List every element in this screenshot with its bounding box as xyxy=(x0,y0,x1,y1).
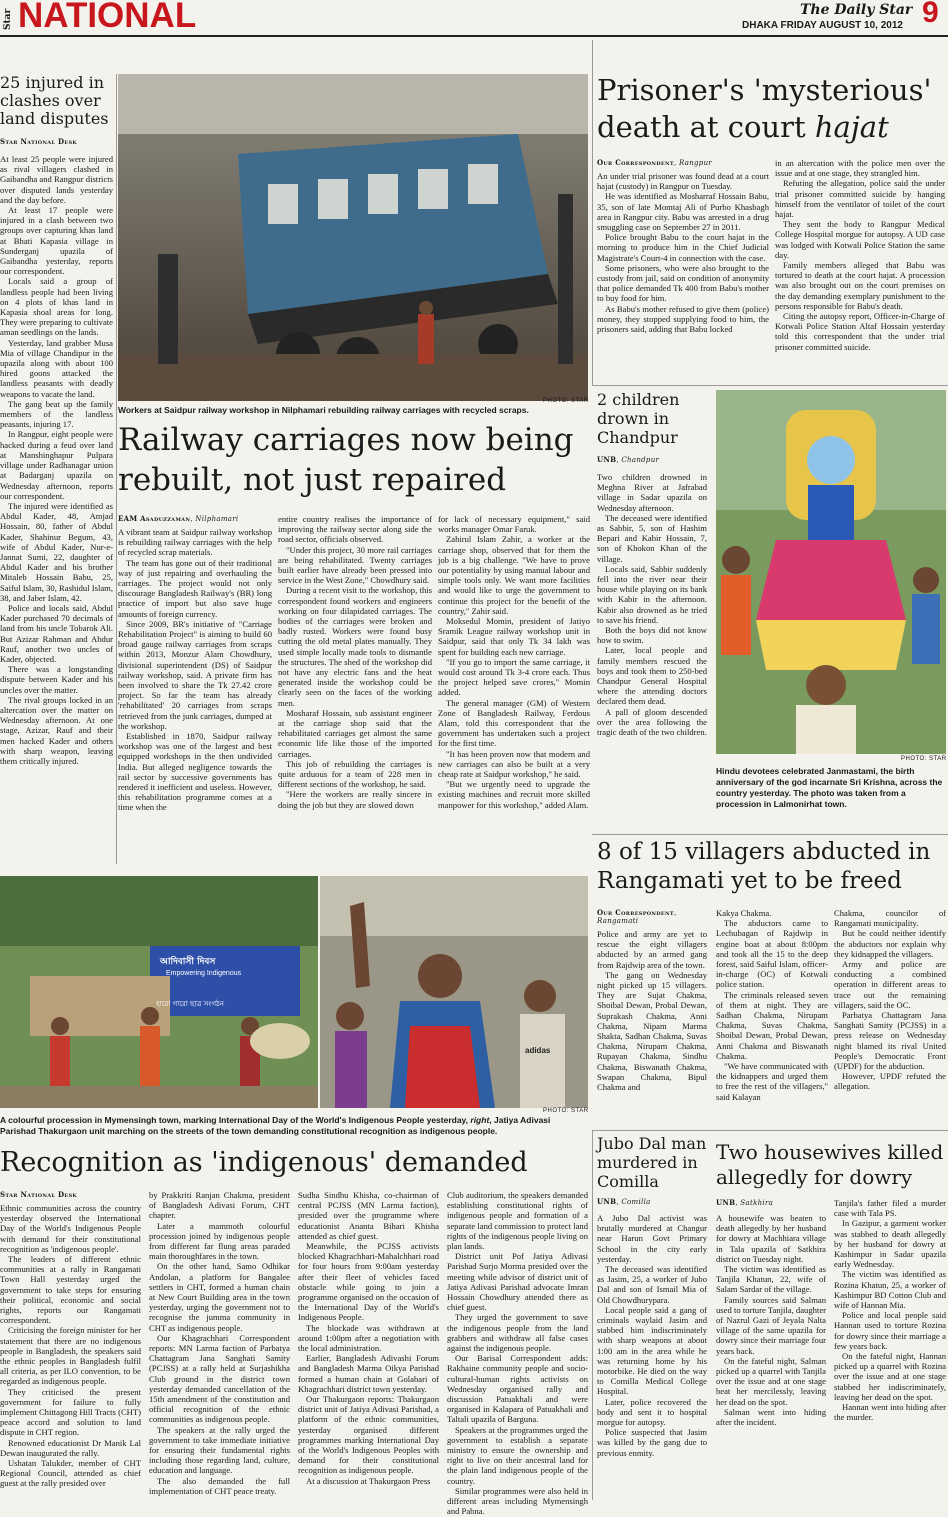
paragraph: Later, local people and family members rescued the boys and took them to 250-bed Chandpur General Hospital where the attending doctors declared them dead. xyxy=(597,645,707,707)
railway-byline: EAM Asaduzzaman, Nilphamari xyxy=(118,514,239,523)
paragraph: The general manager (GM) of Western Zone of Bangladesh Railway, Ferdous Alam, told this correspondent that the government has undertaken such a project for the first time. xyxy=(438,697,590,749)
clashes-headline: 25 injured in clashes over land disputes xyxy=(0,73,109,128)
jubodal-headline: Jubo Dal man murdered in Comilla xyxy=(597,1134,707,1191)
railway-body-col3 xyxy=(438,514,590,865)
janmastami-photo-caption: Hindu devotees celebrated Janmastami, the birth anniversary of the god incarnate Sri Krishna, across the country yesterday. The photo was taken from a procession in Lalmonirhat town. xyxy=(716,766,943,809)
paragraph: Police and local people said Hannan used to torture Rozina for dowry since their marriage a few years back. xyxy=(834,1310,946,1351)
paragraph: "Under this project, 30 more rail carriages are being rehabilitated. Twenty carriages built earlier have already been pressed into service in the West Zone," Chowdhury said. xyxy=(278,544,432,586)
paragraph: In Gazipur, a garment worker was stabbed to death allegedly by her husband for dowry at Kashimpur in Sadar upazila early Wednesday. xyxy=(834,1218,946,1270)
paragraph: Refuting the allegation, police said the under trial prisoner committed suicide by hanging himself from the ventilator of toilet of the court hajat. xyxy=(775,178,945,220)
prisoner-body-col1 xyxy=(597,171,769,381)
dowry-body-col2 xyxy=(834,1198,946,1500)
paragraph: Meanwhile, the PCJSS activists blocked Khagrachhari-Mahalchhari road for four hours from 9:00am yesterday after their fleet of vehicles faced obstacle while going to join a programme organised on the occasion of the International Day of the World's Indigenous People. xyxy=(298,1241,439,1323)
paragraph: Parbatya Chattagram Jana Sanghati Samity (PCJSS) in a press release on Wednesday night blamed its rival United People's Democratic Front (UPDF) for the abduction. xyxy=(834,1010,946,1072)
jubodal-body xyxy=(597,1213,707,1500)
paragraph: for lack of necessary equipment," said works manager Omar Faruk. xyxy=(438,514,590,535)
paragraph: "But we urgently need to upgrade the existing machines and recruit more skilled manpower for this workshop," added Alam. xyxy=(438,779,590,810)
column-divider xyxy=(116,74,117,864)
paragraph: A vibrant team at Saidpur railway workshop is rebuilding railway carriages with the help of recycled scrap materials. xyxy=(118,527,272,558)
paragraph: Moksedul Momin, president of Jatiyo Sramik League railway workshop unit in Saidpur, said that only Tk 34 lakh was spent for building each new carriage. xyxy=(438,616,590,657)
paragraph: During a recent visit to the workshop, this correspondent found workers and engineers working on four dilapidated carriages. The bodies of the carriages were broken and badly rusted. Workers were found busy cutting the old metal plates manually. They used simple locally made tools to dismantle the structures. The shed of the workshop did not have any electric fans and the heat generated inside the workshop could be clearly seen on the faces of the working men. xyxy=(278,585,432,708)
paragraph: Tanjila's father filed a murder case with Tala PS. xyxy=(834,1198,946,1219)
paragraph: There was a longstanding dispute between Kader and his uncles over the matter. xyxy=(0,664,113,695)
villagers-body-col3 xyxy=(834,908,946,1129)
section-rule xyxy=(592,385,948,386)
paragraph: Family sources said Salman used to torture Tanjila, daughter of Nazrul Gazi of Jeyala Nalta village of the same upazila for dowry since their marriage four years back. xyxy=(716,1294,826,1356)
paragraph: He was identified as Mosharraf Hossain Babu, 35, son of late Momtaj Ali of Purbo Khasbagh area in Rangpur city. Babu was arrested in a drug smuggling case on September 27 in 2011. xyxy=(597,191,769,233)
railway-workshop-photo xyxy=(118,74,588,401)
paragraph: Mosharaf Hossain, sub assistant engineer at the carriage shop said that the rehabilitated carriages get almost the same economic life like those of the imported carriages. xyxy=(278,707,432,759)
paragraph: The criminals released seven of them at night. They are Sadhan Chakma, Nirupam Chakma, Suvas Chakma, Shoibal Dewan, Probal Dewan, Anni Chakma and Biswanath Chakma. xyxy=(716,989,828,1061)
paragraph: Earlier, Bangladesh Adivashi Forum and Bangladesh Marma Oikya Parishad formed a human chain at Golabari of Khagrachhari district town yesterday. xyxy=(298,1353,439,1394)
paragraph: On the other hand, Samo Odhikar Andolan, a platform for Bangalee settlers in CHT, formed a human chain at New Court Building area in the town yesterday, urging the government not to recognise the jumma community in CHT as indigenous people. xyxy=(149,1261,290,1333)
dowry-headline: Two housewives killed allegedly for dowry xyxy=(716,1140,944,1189)
janmastami-photo-credit: PHOTO: STAR xyxy=(901,756,947,762)
section-rule xyxy=(592,1130,948,1131)
paragraph: Later a mammoth colourful procession joined by indigenous people from different far flung areas paraded main thoroughfares in the town. xyxy=(149,1220,290,1262)
paragraph: The abductors came to Lechubagan of Rajdwip in engine boat at about 8:00pm and took all the 15 to the deep forest, said Saiful Islam, officer-in-charge (OC) of Kotwali police station. xyxy=(716,918,828,990)
paragraph: Two children drowned in Meghna River at Jafrabad village in Sadar upazila on Wednesday afternoon. xyxy=(597,472,707,513)
paragraph: Police suspected that Jasim was killed by the gang due to previous enmity. xyxy=(597,1427,707,1458)
villagers-byline: Our Correspondent, Rangamati xyxy=(597,908,677,925)
paragraph: Zahirul Islam Zahir, a worker at the carriage shop, observed that for them the job is a big challenge. "We have to prove our potentiality by using manual labour and simple tools only. We want more facilities and would like to urge the government to continue this project for the benefit of the country," Zahir said. xyxy=(438,534,590,616)
paragraph: The gang beat up the family members of the landless peasants, injuring 17. xyxy=(0,398,113,430)
paragraph: Police and army are yet to rescue the eight villagers abducted by an armed gang from Rajdwip area of the town. xyxy=(597,929,707,970)
paragraph: Locals said, Sabbir suddenly fell into the river near their house while playing on its bank with Kabir in the afternoon. Kabir also drowned as he tried to save his friend. xyxy=(597,563,707,625)
paragraph: "Here the workers are really sincere in doing the job but they are slowed down xyxy=(278,789,432,810)
paragraph: Criticising the foreign minister for her statement that there are no indigenous people in Bangladesh, the speakers said the ethnic peoples in Bangladesh fulfil all criteria, as per ILO convention, to be regarded as indigenous people. xyxy=(0,1325,141,1387)
paragraph: At a discussion at Thakurgaon Press xyxy=(306,1475,431,1486)
railway-body-col1 xyxy=(118,527,272,865)
jubodal-byline: UNB, Comilla xyxy=(597,1197,651,1206)
masthead-star-logo: Star xyxy=(3,8,13,30)
paragraph: This job of rebuilding the carriages is quite arduous for a team of 228 men in different sections of the workshop, he said. xyxy=(278,758,432,790)
paragraph: The team has gone out of their traditional way of just repairing and overhauling the carriages. The project would not only discourage Bangladesh Railway's (BR) long practice of import but also save huge amounts of foreign currency. xyxy=(118,557,272,619)
paragraph: Speakers at the programmes urged the government to establish a separate ministry to ensure the ownership and right to live on their ancestral land for the plain land indigenous people of the country. xyxy=(447,1424,588,1486)
paragraph: in an altercation with the police men over the issue and at one stage, they strangled him. xyxy=(775,158,945,179)
paragraph: The deceased were identified as Sabbir, 5, son of Hashim Bepari and Kabir Hossain, 7, son of Khokon Khan of the village. xyxy=(597,512,707,564)
villagers-body-col1 xyxy=(597,929,707,1129)
railway-photo-credit: PHOTO: STAR xyxy=(543,398,589,404)
paragraph: Chakma, councilor of Rangamati municipality. xyxy=(834,908,946,929)
paragraph: They criticised the present government for failure to fully implement Chittagong Hill Tracts (CHT) peace accord and solution to land dispute in CHT region. xyxy=(0,1386,141,1438)
paragraph: The rival groups locked in an altercation over the matter on Wednesday afternoon. At one stage, Azizar, Rauf and their men hacked Kader and others with sharp weapon, leaving them critically injured. xyxy=(0,694,113,766)
paragraph: An under trial prisoner was found dead at a court hajat (custody) in Rangpur on Tuesday. xyxy=(597,171,769,192)
paragraph: Locals said a group of landless people had been living on 4 plots of khas land in Kapasia shoal areas for long. They were preparing to cultivate aman seedlings on the lands. xyxy=(0,276,113,338)
recognition-byline: Star National Desk xyxy=(0,1190,78,1199)
paragraph: Our Thakurgaon reports: Thakurgaon district unit of Jatiya Adivasi Parishad, a platform of the ethnic communities, yesterday organised different programmes marking International Day of the World's Indigenous Peoples with demand for their constitutional recognition as indigenous people. xyxy=(298,1394,439,1476)
paragraph: Citing the autopsy report, Officer-in-Charge of Kotwali Police Station Altaf Hossain yesterday told this correspondent that the under trial prisoner committed suicide. xyxy=(775,311,945,352)
paragraph: In Rangpur, eight people were hacked during a feud over land at Manshinghapur Pulpara village under Radhanagar union at Badarganj upazila on Wednesday afternoon, reports our correspondent. xyxy=(0,429,113,501)
paragraph: Police brought Babu to the court hajat in the morning to produce him in the Chief Judicial Magistrate's Court-4 in connection with the case. xyxy=(597,232,769,263)
prisoner-body-col2 xyxy=(775,158,945,381)
paragraph: The also demanded the full implementation of CHT peace treaty. xyxy=(149,1475,290,1496)
paragraph: Some prisoners, who were also brought to the custody from jail, said on condition of anonymity that police demanded Tk 400 from Babu's mother to buy food for him. xyxy=(597,262,769,304)
paragraph: The gang on Wednesday night picked up 15 villagers. They are Sujat Chakma, Shoibal Dewan, Probal Dewan, Suprakash Chakma, Anni Chakma, Nipam Marma Shakta, Sadhan Chakma, Suvas Chakma, Nirupam Chakma, Rupayan Chakma, Sindhu Chakma, Biswanath Chakma, Swapan Chakma, Bipul Chakma and xyxy=(597,969,707,1093)
paragraph: Army and police are conducting a combined operation in different areas to trace out the remaining villagers, said the OC. xyxy=(834,959,946,1010)
adidas-bag-text: adidas xyxy=(525,1046,551,1055)
recognition-body-col2 xyxy=(149,1190,290,1500)
banner-text-1: আদিবাসী দিবস xyxy=(160,957,216,967)
banner-text-2: Empowering Indigenous xyxy=(166,970,242,977)
villagers-body-col2 xyxy=(716,908,828,1129)
paragraph: Since 2009, BR's initiative of "Carriage Rehabilitation Project" is aiming to build 60 broad gauge railway carriages from scraps within 2013, Monzur Alam Chowdhury, divisional superintendent (DS) of Saidpur railway workshop, said. A private firm has been involved to share the Tk 27.42 crore project. So far the team has already 'rehabilitated' 20 carriages from scraps retrieved from the junk carriages, dumped at the workshop. xyxy=(118,618,272,731)
paragraph: Later, police recovered the body and sent it to hospital morgue for autopsy. xyxy=(597,1396,707,1428)
paragraph: The leaders of different ethnic communities at a rally in Rangamati Town Hall yesterday urged the government to take steps for ensuring their political, economic and social rights, reports our Rangamati correspondent. xyxy=(0,1254,141,1326)
paragraph: Our Barisal Correspondent adds: Rakhaine community people and socio-cultural-human rights activists on Wednesday organised rally and discussion Patuakhali and were organised in Kalapara of Patuakhali and Taltali upazila of Barguna. xyxy=(447,1353,588,1425)
paragraph: Our Khagrachhari Correspondent reports: MN Larma faction of Parbatya Chattagram Jana Sanghati Samity (PCJSS) at a rally held at Surjashikha Club ground in the district town yesterday demanded cancellation of the 15th amendment of the constitution and official recognition of the ethnic communities as indigenous people. xyxy=(149,1332,290,1425)
paragraph: Kakya Chakma. xyxy=(716,908,772,918)
paragraph: At least 25 people were injured as rival villagers clashed in Gaibandha and Rangpur districts over disputed lands yesterday and the day before. xyxy=(0,154,113,205)
clashes-byline: Star National Desk xyxy=(0,137,78,146)
paragraph: Ushatan Talukder, member of CHT Regional Council, attended as chief guest at the rally presided over xyxy=(0,1458,141,1489)
paragraph: Sudha Sindhu Khisha, co-chairman of central PCJSS (MN Larma faction), presided over the programme where educationist Ananta Bihari Khisha attended as chief guest. xyxy=(298,1190,439,1241)
clashes-body xyxy=(0,154,113,864)
paragraph: At least 17 people were injured in a clash between two groups over capturing khas land at Bhati Kapasia village in Sunderganj upazila of Gaibandha yesterday, reports our correspondent. xyxy=(0,205,113,277)
villagers-headline: 8 of 15 villagers abducted in Rangamati yet to be freed xyxy=(597,839,931,894)
banner-text-3: হারো গারো ছাত্র সংগঠন xyxy=(156,1000,224,1008)
paragraph: Renowned educationist Dr Manik Lal Dewan inaugurated the rally. xyxy=(0,1437,141,1458)
paragraph: However, UPDF refuted the allegation. xyxy=(834,1071,946,1092)
paragraph: "We have communicated with the kidnappers and urged them to free the rest of the villagers," said Kalayan xyxy=(716,1061,828,1102)
paragraph: Similar programmes were also held in different areas including Mymensingh and Pabna. xyxy=(447,1485,588,1517)
railway-headline: Railway carriages now being rebuilt, not just repaired xyxy=(118,422,574,498)
paragraph: But he could neither identify the abductors nor explain why they kidnapped the villagers. xyxy=(834,928,946,959)
thakurgaon-march-photo xyxy=(320,876,588,1108)
dowry-body-col1 xyxy=(716,1213,826,1500)
paragraph: "If you go to import the same carriage, it would cost around Tk 3-4 crore each. Thus the project helped save crores," Momin added. xyxy=(438,656,590,698)
masthead-rule xyxy=(0,35,948,37)
mymensingh-procession-photo xyxy=(0,876,318,1108)
paragraph: The injured were identified as Abdul Kader, 48, Amjad Hossain, 80, father of Abdul Kader, Shahinur Begum, 43, wife of Abdul Kader, Nur-e-Jannat Sumi, 22, daughter of Abdul Kader and his brother Mitaleb Hossain Babu, 25, Saiful Islam, 30, Rashidul Islam, 38, and Jaber Islam, 42. xyxy=(0,500,113,603)
railway-photo-caption: Workers at Saidpur railway workshop in Nilphamari rebuilding railway carriages with recycled scraps. xyxy=(118,405,529,415)
chandpur-byline: UNB, Chandpur xyxy=(597,455,660,464)
paragraph: A Jubo Dal activist was brutally murdered at Changur near Harun Govt Primary School in the city early yesterday. xyxy=(597,1213,707,1264)
paragraph: Established in 1870, Saidpur railway workshop was one of the largest and best equipped workshops in the then undivided India. But alleged negligence towards the rail sector by successive governments has rendered it inefficient and useless. However, this rehabilitation programme comes at a time when the xyxy=(118,731,272,813)
newspaper-name: The Daily Star xyxy=(800,2,913,18)
section-rule xyxy=(592,834,948,835)
paragraph: by Prakkriti Ranjan Chakma, president of Bangladesh Adivasi Forum, CHT chapter. xyxy=(149,1190,290,1221)
paragraph: A pall of gloom descended over the area following the tragic death of the two children. xyxy=(597,706,707,738)
dateline: DHAKA FRIDAY AUGUST 10, 2012 xyxy=(742,20,903,31)
paragraph: District unit Pof Jatiya Adivasi Parishad Surjo Morma presided over the meeting while advisor of district unit of Jatiya Adivasi Parishad advocate Imran Hossain Chowdhury attended there as chief guest. xyxy=(447,1251,588,1313)
indigenous-photo-caption: A colourful procession in Mymensingh town, marking International Day of the World's Indigenous People yesterday, right, Jatiya Adivasi Parishad Thakurgaon unit marching on the streets of the town demanding constitutional recognition as indigenous people. xyxy=(0,1115,551,1136)
paragraph: As Babu's mother refused to give them (police) money, they stopped supplying food to him, the prisoners said, adding that Babu locked xyxy=(597,303,769,335)
paragraph: The speakers at the rally urged the government to take immediate initiative for ensuring their fundamental rights including those regarding land, culture, education and language. xyxy=(149,1424,290,1476)
paragraph: Both the boys did not know how to swim. xyxy=(597,625,707,646)
paragraph: A housewife was beaten to death allegedly by her husband for dowry at Machhiara village in Tala upazila of Satkhira district on Tuesday night. xyxy=(716,1213,826,1264)
recognition-body-col1 xyxy=(0,1203,141,1500)
paragraph: Family members alleged that Babu was tortured to death at the court hajat. A procession was also brought out on the court premises on the day demanding exemplary punishment to the persons responsible for Babu's death. xyxy=(775,260,945,311)
section-title: NATIONAL xyxy=(18,0,197,35)
page-number: 9 xyxy=(922,0,939,29)
chandpur-headline: 2 children drown in Chandpur xyxy=(597,390,680,447)
paragraph: They sent the body to Rangpur Medical College Hospital morgue for autopsy. A UD case was lodged with Kotwali Police Station the same day. xyxy=(775,219,945,260)
recognition-body-col4 xyxy=(447,1190,588,1517)
column-divider xyxy=(592,40,593,385)
paragraph: The blockade was withdrawn at around 1:00pm after a negotiation with the local administration. xyxy=(298,1322,439,1354)
paragraph: "It has been proven now that modern and new carriages can also be built at a very cheap rate at Saidpur workshop," he said. xyxy=(438,748,590,780)
dowry-byline: UNB, Satkhira xyxy=(716,1198,774,1207)
railway-body-col2 xyxy=(278,514,432,865)
paragraph: Local people said a gang of criminals waylaid Jasim and stabbed him indiscriminately with sharp weapons at about 1:00 am in the area while he was returning home by his motorbike. He died on the way to Comilla Medical College Hospital. xyxy=(597,1304,707,1397)
paragraph: The victim was identified as Tanjila Khatun, 22, wife of Salam Sardar of the village. xyxy=(716,1264,826,1295)
paragraph: entire country realises the importance of improving the railway sector along side the road sector, officials observed. xyxy=(278,514,432,545)
paragraph: Ethnic communities across the country yesterday observed the International Day of the World's Indigenous People with demand for their constitutional recognition as 'indigenous people'. xyxy=(0,1203,141,1254)
paragraph: Yesterday, land grabber Musa Mia of village Chandipur in the upazila along with about 100 hired goons attacked the landless peasants with deadly weapons to vacate the land. xyxy=(0,337,113,399)
chandpur-body xyxy=(597,472,707,834)
janmastami-procession-photo xyxy=(716,390,946,754)
paragraph: Salman went into hiding after the incident. xyxy=(716,1406,826,1428)
recognition-headline: Recognition as 'indigenous' demanded xyxy=(0,1147,528,1178)
paragraph: They urged the government to save the indigenous people from the land grabbers and withdraw all false cases against the indigenous people. xyxy=(447,1312,588,1354)
prisoner-byline: Our Correspondent, Rangpur xyxy=(597,158,713,167)
recognition-body-col3 xyxy=(298,1190,439,1500)
paragraph: Club auditorium, the speakers demanded establishing constitutional rights of indigenous people and formation of a separate land commission to protect land rights of the indigenous people living on plan lands. xyxy=(447,1190,588,1252)
paragraph: The deceased was identified as Jasim, 25, a worker of Jubo Dal and son of Ismail Mia of Old Chowdhurypara. xyxy=(597,1264,707,1305)
indigenous-photo-credit: PHOTO: STAR xyxy=(543,1108,589,1114)
prisoner-headline: Prisoner's 'mysterious' death at court hajat xyxy=(597,73,932,144)
paragraph: Hannan went into hiding after the murder. xyxy=(834,1402,946,1423)
column-divider xyxy=(592,1130,593,1500)
paragraph: The victim was identified as Rozina Khatun, 25, a worker of Kashimpur BD Cotton Club and wife of Hannan Mia. xyxy=(834,1269,946,1311)
paragraph: On the fateful night, Salman picked up a quarrel with Tanjila over the issue and at one stage beat her mercilessly, leaving her dead on the spot. xyxy=(716,1355,826,1407)
paragraph: On the fateful night, Hannan picked up a quarrel with Rozina over the issue and at one stage stabbed her indiscriminately, leaving her dead on the spot. xyxy=(834,1351,946,1402)
paragraph: Police and locals said, Abdul Kader purchased 70 decimals of land from his uncle Tobarok Ali. But Azizar Rahman and Abdur Rauf, another two uncles of Kader, objected. xyxy=(0,602,113,664)
